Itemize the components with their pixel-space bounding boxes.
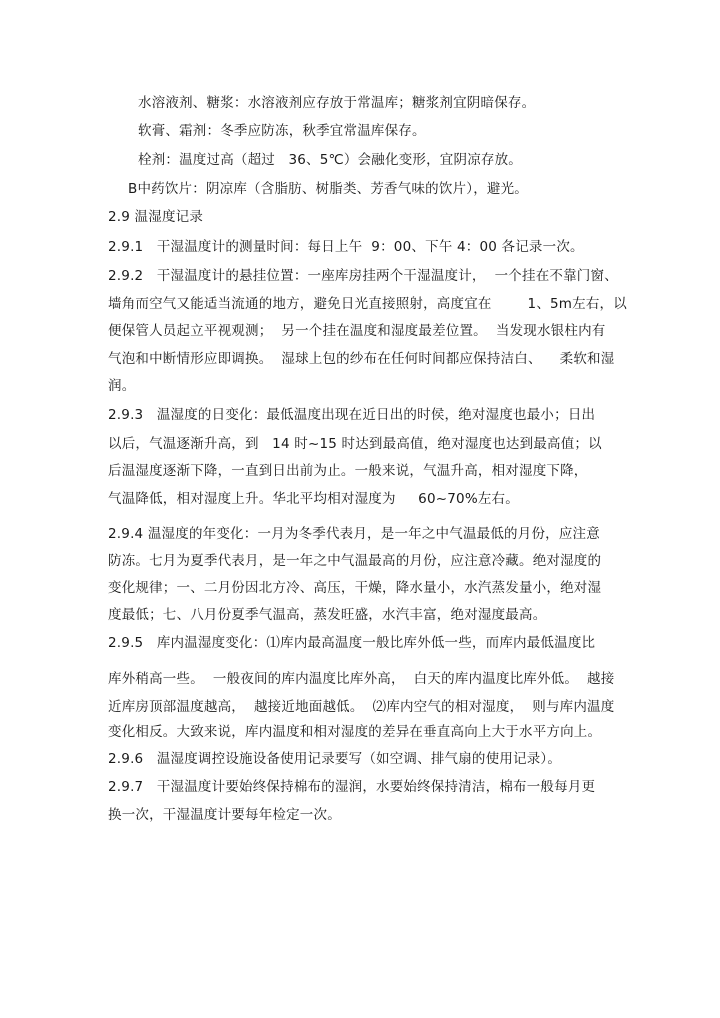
text-line: 气泡和中断情形应即调换。 湿球上包的纱布在任何时间都应保持洁白、 柔软和湿 [108, 351, 615, 367]
text-line: 后温湿度逐渐下降，一直到日出前为止。一般来说，气温升高，相对湿度下降， [108, 463, 588, 479]
text-line: 2.9.7 干湿温度计要始终保持棉布的湿润，水要始终保持清洁，棉布一般每月更 [108, 779, 596, 795]
text-line: 2.9.3 温湿度的日变化：最低温度出现在近日出的时侯，绝对湿度也最小；日出 [108, 407, 596, 423]
text-line: 便保管人员起立平视观测； 另一个挂在温度和湿度最差位置。 当发现水银柱内有 [108, 323, 606, 339]
text-line: 以后，气温逐渐升高，到 14 时~15 时达到最高值，绝对湿度也达到最高值；以 [108, 436, 602, 452]
text-line: 库外稍高一些。 一般夜间的库内温度比库外高， 白天的库内温度比库外低。 越接 [108, 671, 615, 687]
text-line: 栓剂：温度过高（超过 36、5℃）会融化变形，宜阴凉存放。 [138, 152, 523, 168]
text-line: 水溶液剂、糖浆：水溶液剂应存放于常温库；糖浆剂宜阴暗保存。 [138, 95, 536, 111]
text-line: B中药饮片：阴凉库（含脂肪、树脂类、芳香气味的饮片），避光。 [128, 181, 529, 197]
text-line: 2.9.6 温湿度调控设施设备使用记录要写（如空调、排气扇的使用记录）。 [108, 751, 562, 767]
text-line: 气温降低，相对湿度上升。华北平均相对湿度为 60~70%左右。 [108, 491, 519, 507]
text-line: 2.9.5 库内温湿度变化：⑴库内最高温度一般比库外低一些，而库内最低温度比 [108, 635, 596, 651]
text-line: 2.9.1 干湿温度计的测量时间：每日上午 9：00、下午 4：00 各记录一次。 [108, 239, 584, 255]
text-line: 度最低；七、八月份夏季气温高，蒸发旺盛，水汽丰富，绝对湿度最高。 [108, 607, 547, 623]
section-heading: 2.9 温湿度记录 [108, 209, 204, 225]
text-line: 变化相反。大致来说，库内温度和相对湿度的差异在垂直高向上大于水平方向上。 [108, 724, 602, 740]
text-line: 近库房顶部温度越高， 越接近地面越低。 ⑵库内空气的相对湿度， 则与库内温度 [108, 699, 615, 715]
text-line: 换一次，干湿温度计要每年检定一次。 [108, 807, 341, 823]
text-line: 变化规律；一、二月份因北方冷、高压，干燥，降水量小，水汽蒸发量小，绝对湿 [108, 580, 602, 596]
text-line: 防冻。七月为夏季代表月，是一年之中气温最高的月份，应注意冷藏。绝对湿度的 [108, 553, 602, 569]
text-line: 墙角而空气又能适当流通的地方，避免日光直接照射，高度宜在 1、5m左右，以 [108, 296, 627, 312]
text-line: 软膏、霜剂：冬季应防冻，秋季宜常温库保存。 [138, 123, 426, 139]
text-line: 2.9.4 温湿度的年变化：一月为冬季代表月，是一年之中气温最低的月份，应注意 [108, 526, 600, 542]
text-line: 润。 [108, 378, 136, 394]
text-line: 2.9.2 干湿温度计的悬挂位置：一座库房挂两个干湿温度计， 一个挂在不靠门窗、 [108, 268, 618, 284]
